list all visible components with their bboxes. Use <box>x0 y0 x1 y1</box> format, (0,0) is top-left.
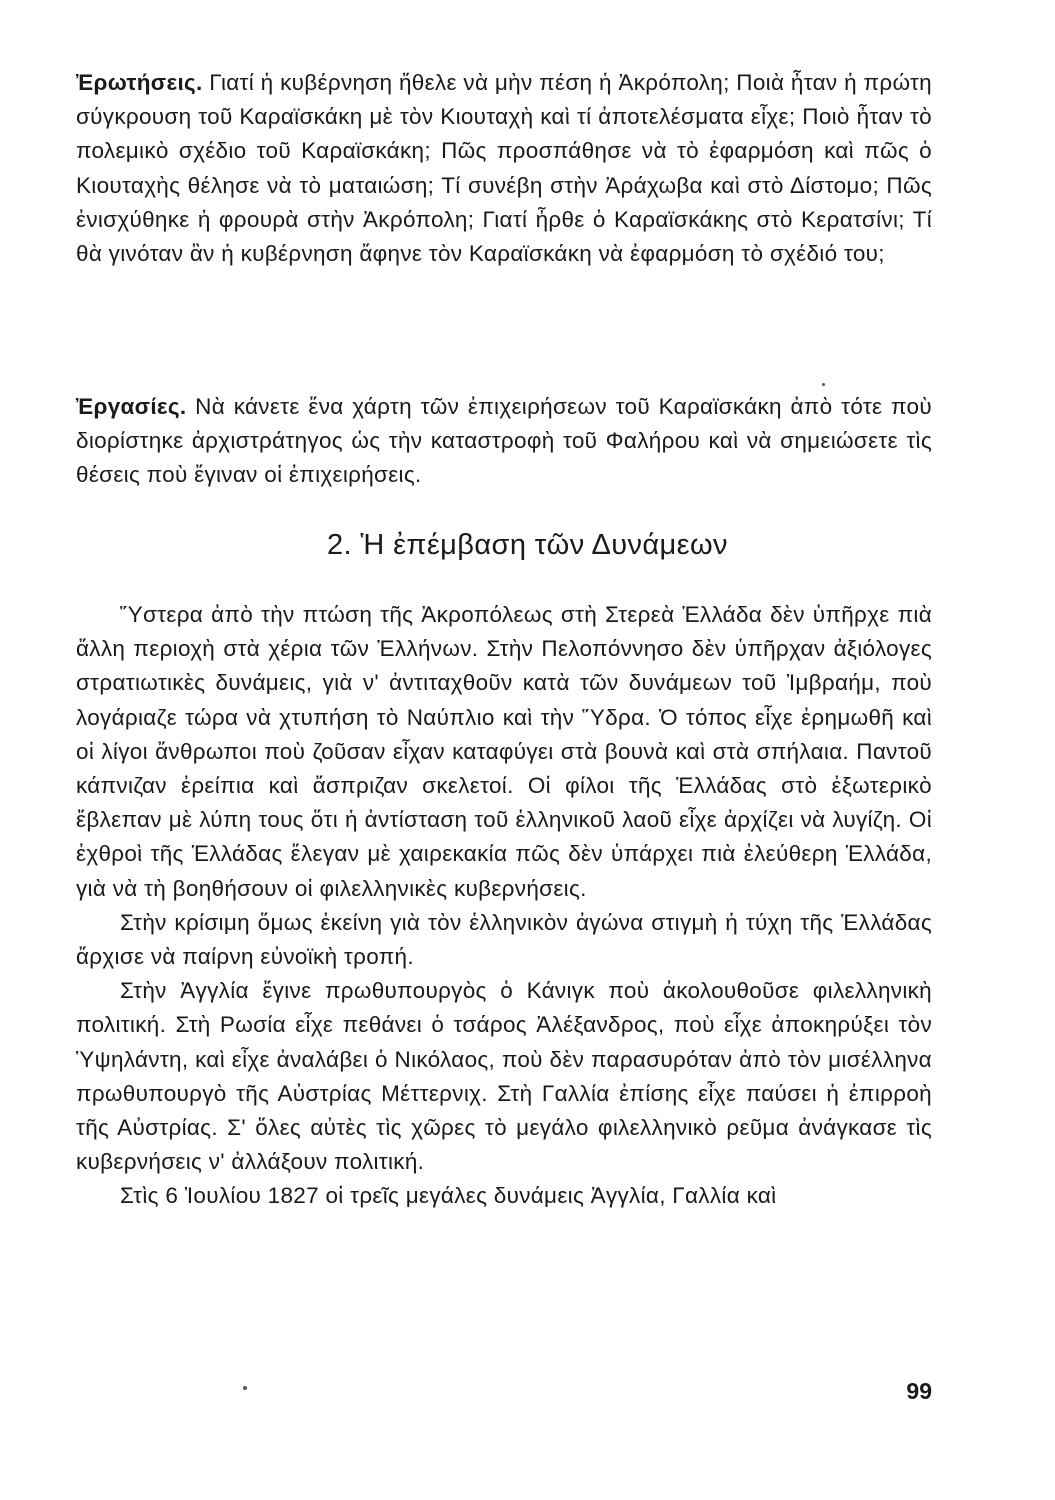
section-body <box>76 598 932 1214</box>
questions-text: Γιατί ἡ κυβέρνηση ἤθελε νὰ μὴν πέση ἡ Ἀκρόπολη; Ποιὰ ἦταν ἡ πρώτη σύγκρουση τοῦ Καραϊσκάκη μὲ τὸν Κιουταχὴ καὶ τί ἀποτελέσματα εἶχε; Ποιὸ ἦταν τὸ πολεμικὸ σχέδιο τοῦ Καραϊσκάκη; Πῶς προσπάθησε νὰ τὸ ἐφαρμόση καὶ πῶς ὁ Κιουταχὴς θέλησε νὰ τὸ ματαιώση; Τί συνέβη στὴν Ἀράχωβα καὶ στὸ Δίστομο; Πῶς ἐνισχύθηκε ἡ φρουρὰ στὴν Ἀκρόπολη; Γιατί ἦρθε ὁ Καραϊσκάκης στὸ Κερατσίνι; Τί θὰ γινόταν ἂν ἡ κυβέρνηση ἄφηνε τὸν Καραϊσκάκη νὰ ἐφαρμόση τὸ σχέδιό του; <box>76 70 932 267</box>
page-number: 99 <box>906 1378 932 1404</box>
questions-heading: Ἐρωτήσεις. <box>76 70 203 95</box>
body-paragraph-2: Στὴν κρίσιμη ὅμως ἐκείνη γιὰ τὸν ἑλληνικὸν ἀγώνα στιγμὴ ἡ τύχη τῆς Ἑλλάδας ἄρχισε νὰ παίρνη εὐνοϊκὴ τροπή. <box>76 909 932 970</box>
print-speck <box>243 1386 247 1390</box>
tasks-heading: Ἐργασίες. <box>76 394 187 419</box>
tasks-text: Νὰ κάνετε ἕνα χάρτη τῶν ἐπιχειρήσεων τοῦ Καραϊσκάκη ἀπὸ τότε ποὺ διορίστηκε ἀρχιστράτηγος ὡς τὴν καταστροφὴ τοῦ Φαλήρου καὶ νὰ σημειώσετε τὶς θέσεις ποὺ ἔγιναν οἱ ἐπιχειρήσεις. <box>76 394 932 488</box>
body-paragraph-3: Στὴν Ἀγγλία ἔγινε πρωθυπουργὸς ὁ Κάνιγκ ποὺ ἀκολουθοῦσε φιλελληνικὴ πολιτική. Στὴ Ρωσία εἶχε πεθάνει ὁ τσάρος Ἀλέξανδρος, ποὺ εἶχε ἀποκηρύξει τὸν Ὑψηλάντη, καὶ εἶχε ἀναλάβει ὁ Νικόλαος, ποὺ δὲν παρασυρόταν ἀπὸ τὸν μισέλληνα πρωθυπουργὸ τῆς Αὐστρίας Μέττερνιχ. Στὴ Γαλλία ἐπίσης εἶχε παύσει ἡ ἐπιρροὴ τῆς Αὐστρίας. Σ' ὅλες αὐτὲς τὶς χῶρες τὸ μεγάλο φιλελληνικὸ ρεῦμα ἀνάγκασε τὶς κυβερνήσεις ν' ἀλλάξουν πολιτική. <box>76 978 932 1175</box>
questions-block <box>76 66 932 271</box>
print-speck <box>822 383 825 386</box>
body-paragraph-4: Στὶς 6 Ἰουλίου 1827 οἱ τρεῖς μεγάλες δυνάμεις Ἀγγλία, Γαλλία καὶ <box>120 1183 777 1209</box>
body-paragraph-1: Ὕστερα ἀπὸ τὴν πτώση τῆς Ἀκροπόλεως στὴ Στερεὰ Ἑλλάδα δὲν ὑπῆρχε πιὰ ἄλλη περιοχὴ στὰ χέρια τῶν Ἑλλήνων. Στὴν Πελοπόννησο δὲν ὑπῆρχαν ἀξιόλογες στρατιωτικὲς δυνάμεις, γιὰ ν' ἀντιταχθοῦν κατὰ τῶν δυνάμεων τοῦ Ἰμβραήμ, ποὺ λογάριαζε τώρα νὰ χτυπήση τὸ Ναύπλιο καὶ τὴν Ὕδρα. Ὁ τόπος εἶχε ἐρημωθῆ καὶ οἱ λίγοι ἄνθρωποι ποὺ ζοῦσαν εἶχαν καταφύγει στὰ βουνὰ καὶ στὰ σπήλαια. Παντοῦ κάπνιζαν ἐρείπια καὶ ἄσπριζαν σκελετοί. Οἱ φίλοι τῆς Ἑλλάδας στὸ ἐξωτερικὸ ἔβλεπαν μὲ λύπη τους ὅτι ἡ ἀντίσταση τοῦ ἑλληνικοῦ λαοῦ εἶχε ἀρχίζει νὰ λυγίζη. Οἱ ἐχθροὶ τῆς Ἑλλάδας ἔλεγαν μὲ χαιρεκακία πῶς δὲν ὑπάρχει πιὰ ἐλεύθερη Ἑλλάδα, γιὰ νὰ τὴ βοηθήσουν οἱ φιλελληνικὲς κυβερνήσεις. <box>76 602 932 901</box>
questions-paragraph <box>76 66 932 271</box>
tasks-block <box>76 390 932 493</box>
section-title: 2. Ἡ ἐπέμβαση τῶν Δυνάμεων <box>327 529 728 561</box>
tasks-paragraph <box>76 390 932 493</box>
